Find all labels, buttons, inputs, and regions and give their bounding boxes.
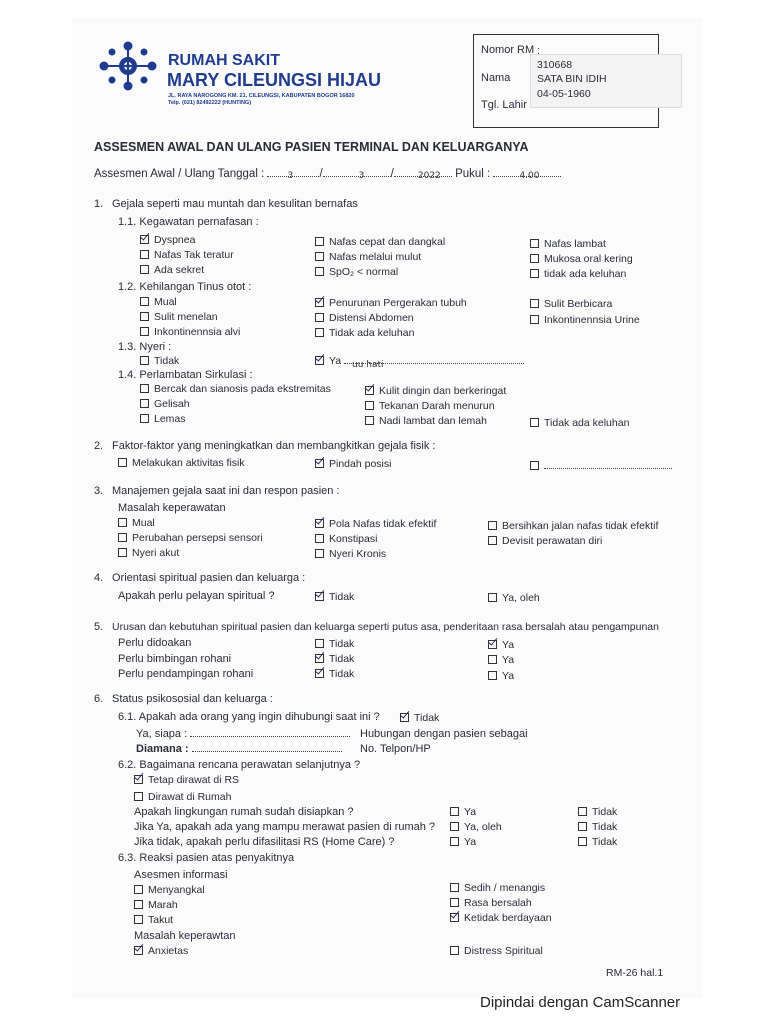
check-spiritual-ya[interactable]: Ya, oleh — [488, 592, 540, 604]
check-inkontinensia-alvi[interactable]: Inkontinennsia alvi — [140, 326, 240, 338]
check-gelisah[interactable]: Gelisah — [140, 398, 190, 410]
dob-label: Tgl. Lahir — [481, 99, 527, 111]
check-nadi-lambat[interactable]: Nadi lambat dan lemah — [365, 415, 487, 427]
hospital-logo-icon — [94, 38, 162, 94]
check-konstipasi[interactable]: Konstipasi — [315, 533, 377, 545]
s61-telpon: No. Telpon/HP — [360, 743, 431, 755]
check-nafas-lambat[interactable]: Nafas lambat — [530, 238, 606, 250]
check-q3-ya[interactable]: Ya — [450, 836, 476, 848]
check-menyangkal[interactable]: Menyangkal — [134, 884, 205, 896]
s62-question: 6.2. Bagaimana rencana perawatan selanjutnya ? — [118, 759, 361, 771]
check-pendampingan-tidak[interactable]: Tidak — [315, 668, 354, 680]
camscanner-footer: Dipindai dengan CamScanner — [480, 994, 681, 1011]
s5-row1-label: Perlu didoakan — [118, 637, 192, 649]
check-nyeri-tidak[interactable]: Tidak — [140, 355, 179, 367]
name-value: SATA BIN IDIH — [537, 73, 607, 85]
s5-row3-label: Perlu pendampingan rohani — [118, 668, 254, 680]
check-anxietas[interactable]: Anxietas — [134, 945, 188, 957]
s61-question: 6.1. Apakah ada orang yang ingin dihubungi saat ini ? — [118, 711, 380, 723]
date-month[interactable]: 3 — [323, 176, 391, 177]
rm-separator: : — [537, 45, 541, 57]
s63-sub1: Asesmen informasi — [134, 869, 228, 881]
s62-q2: Jika Ya, apakah ada yang mampu merawat pasien di rumah ? — [134, 821, 436, 833]
s5-row2-label: Perlu bimbingan rohani — [118, 653, 232, 665]
hospital-name-line2: MARY CILEUNGSI HIJAU — [167, 70, 382, 90]
check-other-2[interactable] — [530, 460, 672, 472]
check-bercak[interactable]: Bercak dan sianosis pada ekstremitas — [140, 383, 331, 395]
s6-num: 6. — [94, 693, 104, 705]
check-bersihkan-jalan-nafas[interactable]: Bersihkan jalan nafas tidak efektif — [488, 520, 658, 532]
check-penurunan-gerak[interactable]: Penurunan Pergerakan tubuh — [315, 297, 467, 309]
check-ada-sekret[interactable]: Ada sekret — [140, 264, 204, 276]
check-tidak-ada-keluhan-14[interactable]: Tidak ada keluhan — [530, 417, 629, 429]
s14-title: 1.4. Perlambatan Sirkulasi : — [118, 369, 253, 381]
check-nyeri-akut[interactable]: Nyeri akut — [118, 547, 179, 559]
date-year[interactable]: 2022 — [394, 176, 452, 177]
form-title: ASSESMEN AWAL DAN ULANG PASIEN TERMINAL DAN KELUARGANYA — [94, 140, 529, 154]
check-tekanan-darah[interactable]: Tekanan Darah menurun — [365, 400, 495, 412]
check-pindah-posisi[interactable]: Pindah posisi — [315, 458, 391, 470]
check-q2-ya-oleh[interactable]: Ya, oleh — [450, 821, 502, 833]
hospital-phone: Telp. (021) 82492222 (HUNTING) — [168, 100, 252, 106]
check-q1-tidak[interactable]: Tidak — [578, 806, 617, 818]
check-persepsi-sensori[interactable]: Perubahan persepsi sensori — [118, 532, 263, 544]
assessment-date-line: Assesmen Awal / Ulang Tanggal : 3 / 3 / 2022 Pukul : 4.00 — [94, 168, 561, 180]
check-sulit-berbicara[interactable]: Sulit Berbicara — [530, 298, 612, 310]
s62-q1: Apakah lingkungan rumah sudah disiapkan ? — [134, 806, 354, 818]
check-nafas-tak-teratur[interactable]: Nafas Tak teratur — [140, 249, 234, 261]
s6-title: Status psikososial dan keluarga : — [112, 693, 273, 705]
check-dirawat-rumah[interactable]: Dirawat di Rumah — [134, 791, 231, 803]
check-dihubungi-tidak[interactable]: Tidak — [400, 712, 439, 724]
s4-title: Orientasi spiritual pasien dan keluarga : — [112, 572, 306, 584]
check-sulit-menelan[interactable]: Sulit menelan — [140, 311, 218, 323]
check-dyspnea[interactable]: Dyspnea — [140, 234, 195, 246]
check-inkontinensia-urine[interactable]: Inkontinennsia Urine — [530, 314, 640, 326]
s3-num: 3. — [94, 485, 104, 497]
s5-num: 5. — [94, 621, 104, 633]
check-aktivitas-fisik[interactable]: Melakukan aktivitas fisik — [118, 457, 245, 469]
check-mukosa-kering[interactable]: Mukosa oral kering — [530, 253, 633, 265]
s3-title: Manajemen gejala saat ini dan respon pasien : — [112, 485, 340, 497]
s1-num: 1. — [94, 198, 104, 210]
check-pendampingan-ya[interactable]: Ya — [488, 670, 514, 682]
check-tidak-ada-keluhan-11[interactable]: tidak ada keluhan — [530, 268, 626, 280]
check-spiritual-tidak[interactable]: Tidak — [315, 591, 354, 603]
s2-num: 2. — [94, 440, 104, 452]
dob-value: 04-05-1960 — [537, 88, 591, 100]
check-q3-tidak[interactable]: Tidak — [578, 836, 617, 848]
check-mual-12[interactable]: Mual — [140, 296, 177, 308]
hospital-address: JL. RAYA NAROGONG KM. 21, CILEUNGSI, KABUPATEN BOGOR 16820 — [168, 93, 355, 99]
s63-sub2: Masalah keperawtan — [134, 930, 236, 942]
check-sedih[interactable]: Sedih / menangis — [450, 882, 545, 894]
check-kulit-dingin[interactable]: Kulit dingin dan berkeringat — [365, 385, 506, 397]
check-mual-3[interactable]: Mual — [118, 517, 155, 529]
check-nyeri-kronis[interactable]: Nyeri Kronis — [315, 548, 386, 560]
check-takut[interactable]: Takut — [134, 914, 173, 926]
check-pola-nafas[interactable]: Pola Nafas tidak efektif — [315, 518, 436, 530]
s4-question: Apakah perlu pelayan spiritual ? — [118, 590, 275, 602]
check-bimbingan-ya[interactable]: Ya — [488, 654, 514, 666]
date-label: Assesmen Awal / Ulang Tanggal : — [94, 168, 265, 180]
s13-title: 1.3. Nyeri : — [118, 341, 172, 353]
check-distress-spiritual[interactable]: Distress Spiritual — [450, 945, 543, 957]
time-label: Pukul : — [455, 168, 491, 180]
check-didoakan-tidak[interactable]: Tidak — [315, 638, 354, 650]
date-day[interactable]: 3 — [267, 176, 319, 177]
s4-num: 4. — [94, 572, 104, 584]
hospital-name-line1: RUMAH SAKIT — [168, 52, 280, 69]
check-nyeri-ya[interactable]: Ya uu hati — [315, 355, 524, 367]
s62-q3: Jika tidak, apakah perlu difasilitasi RS (Home Care) ? — [134, 836, 395, 848]
rm-value: 310668 — [537, 59, 573, 71]
s11-title: 1.1. Kegawatan pernafasan : — [118, 216, 259, 228]
check-marah[interactable]: Marah — [134, 899, 178, 911]
check-q2-tidak[interactable]: Tidak — [578, 821, 617, 833]
s12-title: 1.2. Kehilangan Tinus otot : — [118, 281, 252, 293]
check-tidak-ada-keluhan-12[interactable]: Tidak ada keluhan — [315, 327, 414, 339]
s3-sub: Masalah keperawatan — [118, 502, 226, 514]
check-spo2[interactable]: SpO₂ < normal — [315, 266, 398, 278]
s1-title: Gejala seperti mau muntah dan kesulitan bernafas — [112, 198, 358, 210]
page-code: RM-26 hal.1 — [606, 967, 664, 979]
s2-title: Faktor-faktor yang meningkatkan dan membangkitkan gejala fisik : — [112, 440, 436, 452]
s61-diamana[interactable]: Diamana : — [136, 743, 342, 755]
check-nafas-mulut[interactable]: Nafas melalui mulut — [315, 251, 421, 263]
name-label: Nama — [481, 72, 511, 84]
rm-label: Nomor RM — [481, 44, 535, 56]
check-ketidak-berdayaan[interactable]: Ketidak berdayaan — [450, 912, 552, 924]
s61-siapa[interactable]: Ya, siapa : — [136, 728, 350, 740]
check-devisit-perawatan[interactable]: Devisit perawatan diri — [488, 535, 602, 547]
check-rasa-bersalah[interactable]: Rasa bersalah — [450, 897, 532, 909]
s61-hubungan: Hubungan dengan pasien sebagai — [360, 728, 528, 740]
s63-title: 6.3. Reaksi pasien atas penyakitnya — [118, 852, 295, 864]
check-tetap-dirawat[interactable]: Tetap dirawat di RS — [134, 774, 239, 786]
check-didoakan-ya[interactable]: Ya — [488, 639, 514, 651]
check-lemas[interactable]: Lemas — [140, 413, 186, 425]
check-q1-ya[interactable]: Ya — [450, 806, 476, 818]
s5-title: Urusan dan kebutuhan spiritual pasien dan keluarga seperti putus asa, penderitaan rasa bersalah atau pengampunan — [112, 621, 659, 633]
time-value[interactable]: 4.00 — [493, 176, 561, 177]
check-distensi[interactable]: Distensi Abdomen — [315, 312, 414, 324]
check-nafas-cepat[interactable]: Nafas cepat dan dangkal — [315, 236, 445, 248]
check-bimbingan-tidak[interactable]: Tidak — [315, 653, 354, 665]
